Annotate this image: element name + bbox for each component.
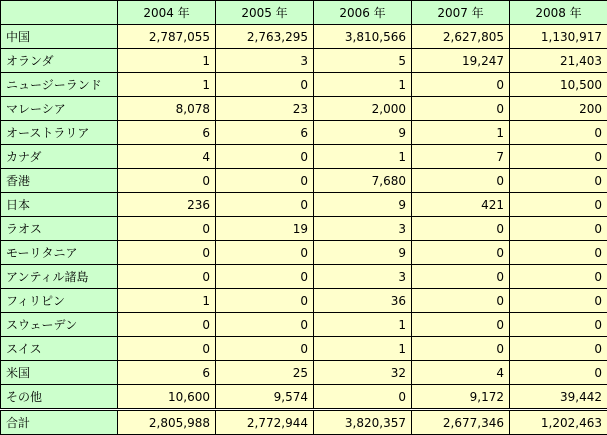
header-year-2004: 2004 年 xyxy=(118,1,216,25)
table-cell: 4 xyxy=(412,361,510,385)
table-cell: 3,810,566 xyxy=(314,25,412,49)
table-cell: 0 xyxy=(412,169,510,193)
table-cell: 0 xyxy=(412,73,510,97)
table-cell: 0 xyxy=(510,241,607,265)
table-cell: 10,600 xyxy=(118,385,216,410)
table-row xyxy=(1,217,607,241)
table-cell: 0 xyxy=(510,193,607,217)
table-cell: 0 xyxy=(510,121,607,145)
table-cell: 0 xyxy=(412,217,510,241)
total-cell: 2,805,988 xyxy=(118,410,216,435)
table-cell: 0 xyxy=(118,169,216,193)
table-cell: 0 xyxy=(412,337,510,361)
table-cell: 0 xyxy=(216,265,314,289)
table-footer xyxy=(1,410,607,435)
table-cell: 6 xyxy=(118,121,216,145)
table-row xyxy=(1,97,607,121)
table-cell: 0 xyxy=(216,73,314,97)
table-row xyxy=(1,385,607,410)
row-label: スイス xyxy=(1,337,118,361)
table-cell: 1 xyxy=(118,49,216,73)
table-cell: 6 xyxy=(118,361,216,385)
table-row xyxy=(1,265,607,289)
total-row xyxy=(1,410,607,435)
table-cell: 9,172 xyxy=(412,385,510,410)
table-cell: 9 xyxy=(314,193,412,217)
table-cell: 0 xyxy=(412,289,510,313)
table-cell: 7 xyxy=(412,145,510,169)
table-cell: 1 xyxy=(314,313,412,337)
table-row xyxy=(1,169,607,193)
table-cell: 2,787,055 xyxy=(118,25,216,49)
table-cell: 0 xyxy=(510,217,607,241)
table-cell: 10,500 xyxy=(510,73,607,97)
row-label: 米国 xyxy=(1,361,118,385)
table-cell: 6 xyxy=(216,121,314,145)
table-cell: 236 xyxy=(118,193,216,217)
row-label: 中国 xyxy=(1,25,118,49)
table-cell: 0 xyxy=(510,289,607,313)
table-row xyxy=(1,313,607,337)
table-cell: 0 xyxy=(118,265,216,289)
table-cell: 0 xyxy=(118,217,216,241)
total-cell: 3,820,357 xyxy=(314,410,412,435)
table-cell: 0 xyxy=(216,289,314,313)
table-cell: 0 xyxy=(216,313,314,337)
row-label: モーリタニア xyxy=(1,241,118,265)
table-cell: 23 xyxy=(216,97,314,121)
table-cell: 9 xyxy=(314,241,412,265)
table-row xyxy=(1,193,607,217)
table-cell: 0 xyxy=(412,313,510,337)
table-cell: 39,442 xyxy=(510,385,607,410)
table-cell: 0 xyxy=(510,145,607,169)
row-label: 日本 xyxy=(1,193,118,217)
table-cell: 8,078 xyxy=(118,97,216,121)
header-year-2008: 2008 年 xyxy=(510,1,607,25)
total-cell: 1,202,463 xyxy=(510,410,607,435)
total-label: 合計 xyxy=(1,410,118,435)
table-cell: 0 xyxy=(118,337,216,361)
table-cell: 0 xyxy=(412,265,510,289)
header-corner-cell xyxy=(1,1,118,25)
row-label: その他 xyxy=(1,385,118,410)
row-label: 香港 xyxy=(1,169,118,193)
row-label: フィリピン xyxy=(1,289,118,313)
total-cell: 2,772,944 xyxy=(216,410,314,435)
row-label: スウェーデン xyxy=(1,313,118,337)
table-cell: 0 xyxy=(216,241,314,265)
table-cell: 0 xyxy=(118,241,216,265)
row-label: ニュージーランド xyxy=(1,73,118,97)
table-cell: 0 xyxy=(216,169,314,193)
header-row xyxy=(1,1,607,25)
table-cell: 0 xyxy=(510,265,607,289)
table-cell: 36 xyxy=(314,289,412,313)
table-cell: 0 xyxy=(216,145,314,169)
row-label: カナダ xyxy=(1,145,118,169)
table-cell: 0 xyxy=(118,313,216,337)
row-label: アンティル諸島 xyxy=(1,265,118,289)
table-cell: 3 xyxy=(314,265,412,289)
table-cell: 19,247 xyxy=(412,49,510,73)
table-row xyxy=(1,145,607,169)
table-body xyxy=(1,25,607,410)
table-cell: 0 xyxy=(510,337,607,361)
row-label: ラオス xyxy=(1,217,118,241)
table-cell: 0 xyxy=(314,385,412,410)
table-cell: 32 xyxy=(314,361,412,385)
row-label: オーストラリア xyxy=(1,121,118,145)
table-cell: 4 xyxy=(118,145,216,169)
table-cell: 1 xyxy=(118,73,216,97)
table-cell: 25 xyxy=(216,361,314,385)
table-cell: 1 xyxy=(314,337,412,361)
table-row xyxy=(1,25,607,49)
table-row xyxy=(1,289,607,313)
table-cell: 7,680 xyxy=(314,169,412,193)
table-cell: 2,000 xyxy=(314,97,412,121)
table-cell: 1 xyxy=(314,145,412,169)
table-cell: 1,130,917 xyxy=(510,25,607,49)
table-row xyxy=(1,241,607,265)
header-year-2007: 2007 年 xyxy=(412,1,510,25)
table-cell: 3 xyxy=(314,217,412,241)
table-cell: 1 xyxy=(314,73,412,97)
table-cell: 2,627,805 xyxy=(412,25,510,49)
table-cell: 2,763,295 xyxy=(216,25,314,49)
table-cell: 0 xyxy=(216,193,314,217)
table-cell: 0 xyxy=(510,361,607,385)
table-cell: 1 xyxy=(412,121,510,145)
table-cell: 19 xyxy=(216,217,314,241)
table-cell: 0 xyxy=(216,337,314,361)
table-row xyxy=(1,49,607,73)
row-label: マレーシア xyxy=(1,97,118,121)
table-row xyxy=(1,121,607,145)
table-cell: 0 xyxy=(412,241,510,265)
table-header xyxy=(1,1,607,25)
table-cell: 9 xyxy=(314,121,412,145)
table-cell: 21,403 xyxy=(510,49,607,73)
table-cell: 9,574 xyxy=(216,385,314,410)
table-row xyxy=(1,73,607,97)
total-cell: 2,677,346 xyxy=(412,410,510,435)
table-cell: 421 xyxy=(412,193,510,217)
table-cell: 5 xyxy=(314,49,412,73)
row-label: オランダ xyxy=(1,49,118,73)
table-cell: 200 xyxy=(510,97,607,121)
table-cell: 0 xyxy=(510,169,607,193)
table-cell: 1 xyxy=(118,289,216,313)
header-year-2005: 2005 年 xyxy=(216,1,314,25)
table-cell: 0 xyxy=(412,97,510,121)
table-row xyxy=(1,361,607,385)
header-year-2006: 2006 年 xyxy=(314,1,412,25)
table-cell: 0 xyxy=(510,313,607,337)
table-row xyxy=(1,337,607,361)
table-cell: 3 xyxy=(216,49,314,73)
